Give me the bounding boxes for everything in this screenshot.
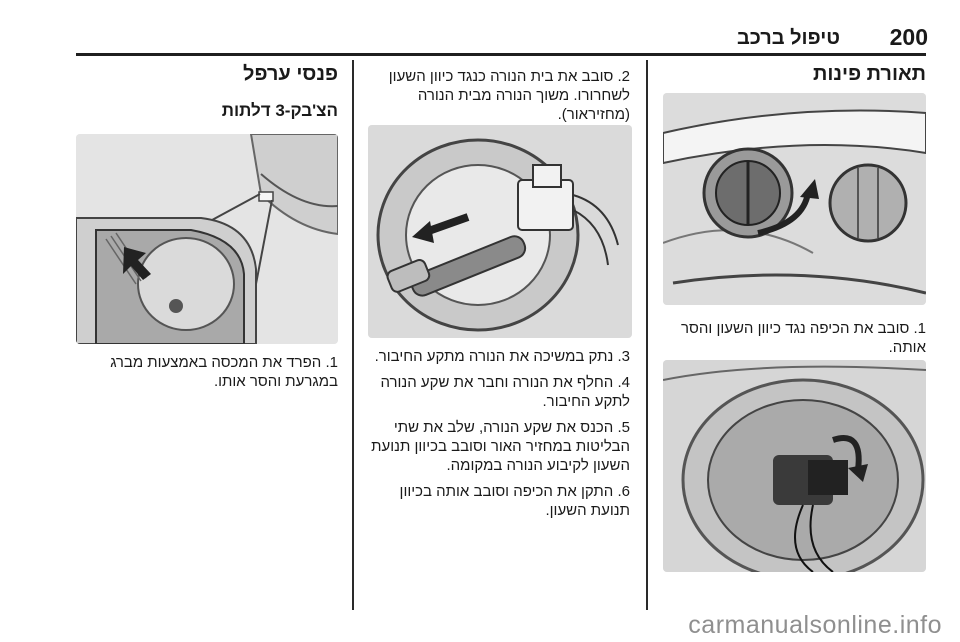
section-title-cornering-lights: תאורת פינות (813, 63, 926, 85)
step-text: החלף את הנורה וחבר את שקע הנורה לתקע החיבור. (380, 374, 630, 410)
figure-cornering-bulb-holder (663, 360, 926, 572)
watermark: carmanualsonline.info (688, 611, 942, 639)
right-step-1 (663, 319, 926, 357)
step-number: 3. (617, 348, 630, 365)
page-number: 200 (889, 24, 928, 50)
step-text: סובב את הכיפה נגד כיוון השעון והסר אותה. (681, 320, 926, 356)
middle-steps (368, 347, 630, 520)
step-number: 2. (617, 68, 630, 85)
middle-step-2 (368, 67, 630, 124)
column-divider-right (646, 60, 648, 610)
step-number: 6. (617, 483, 630, 500)
step-text: הכנס את שקע הנורה, שלב את שתי הבליטות במחזיר האור וסובב בכיוון תנועת השעון לקיבוע הנורה במקומה. (371, 419, 630, 474)
step-number: 1. (325, 354, 338, 371)
step-text: התקן את הכיפה וסובב אותה בכיוון תנועת השעון. (399, 483, 630, 519)
section-subtitle-hatchback: הצ'בק-3 דלתות (221, 101, 338, 120)
chapter-title: טיפול ברכב (736, 27, 840, 49)
step-number: 5. (617, 419, 630, 436)
step-number: 4. (617, 374, 630, 391)
step-number: 1. (913, 320, 926, 337)
step-text: נתק במשיכה את הנורה מתקע החיבור. (374, 348, 614, 365)
header-rule (76, 53, 926, 56)
figure-remove-bulb (368, 125, 632, 338)
figure-cornering-cap (663, 93, 926, 305)
step-text: סובב את בית הנורה כנגד כיוון השעון לשחרורו. משוך הנורה מבית הנורה (מחזיראור). (388, 68, 630, 123)
section-title-fog-lights: פנסי ערפל (243, 63, 338, 85)
left-step-1 (76, 353, 338, 391)
column-divider-left (352, 60, 354, 610)
figure-fog-light-cover (76, 134, 338, 344)
step-text: הפרד את המכסה באמצעות מברג במגרעת והסר אותו. (110, 354, 338, 390)
